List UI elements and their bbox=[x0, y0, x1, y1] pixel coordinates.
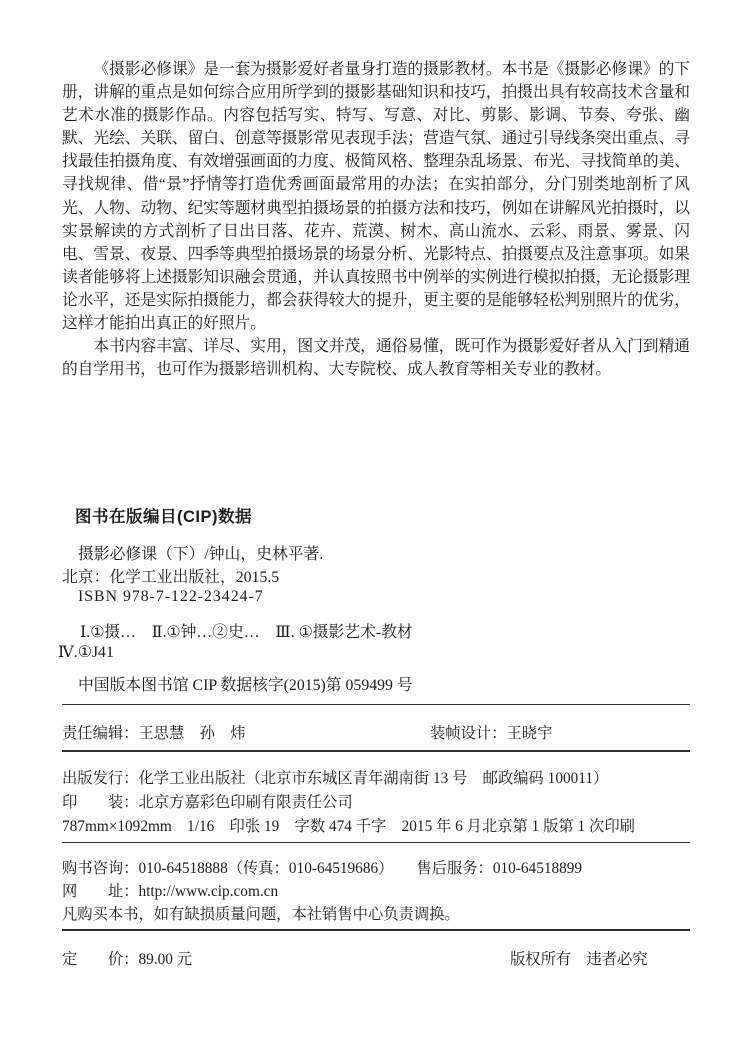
replacement-notice-line: 凡购买本书，如有缺损质量问题，本社销售中心负责调换。 bbox=[62, 906, 460, 923]
purchase-phone-line: 购书咨询：010-64518888（传真：010-64519686） 售后服务：010-64518899 bbox=[62, 860, 583, 877]
cip-registry-number-line: 中国版本图书馆 CIP 数据核字(2015)第 059499 号 bbox=[78, 677, 413, 694]
intro-paragraph-2: 本书内容丰富、详尽、实用，图文并茂，通俗易懂，既可作为摄影爱好者从入门到精通的自学用书，也可作为摄影培训机构、大专院校、成人教育等相关专业的教材。 bbox=[62, 338, 690, 379]
responsible-editor-line: 责任编辑：王思慧 孙 炜 bbox=[62, 725, 246, 742]
book-introduction bbox=[62, 58, 690, 381]
print-spec-line: 787mm×1092mm 1/16 印张 19 字数 474 千字 2015 年 6 月北京第 1 版第 1 次印刷 bbox=[62, 818, 635, 835]
intro-paragraph-1: 《摄影必修课》是一套为摄影爱好者量身打造的摄影教材。本书是《摄影必修课》的下册，讲解的重点是如何综合应用所学到的摄影基础知识和技巧，拍摄出具有较高技术含量和艺术水准的摄影作品。内容包括写实、特写、写意、对比、剪影、影调、节奏、夸张、幽默、光绘、关联、留白、创意等摄影常见表现手法；营造气氛、通过引导线条突出重点、寻找最佳拍摄角度、有效增强画面的力度、极简风格、整理杂乱场景、布光、寻找简单的美、寻找规律、借“景”抒情等打造优秀画面最常用的办法；在实拍部分，分门别类地剖析了风光、人物、动物、纪实等题材典型拍摄场景的拍摄方法和技巧，例如在讲解风光拍摄时，以实景解读的方式剖析了日出日落、花卉、荒漠、树木、高山流水、云彩、雨景、雾景、闪电、雪景、夜景、四季等典型拍摄场景的场景分析、光影特点、拍摄要点及注意事项。如果读者能够将上述摄影知识融会贯通，并认真按照书中例举的实例进行模拟拍摄，无论摄影理论水平，还是实际拍摄能力，都会获得较大的提升，更主要的是能够轻松判别照片的优劣，这样才能拍出真正的好照片。 bbox=[62, 61, 690, 333]
cip-publisher-line: 北京：化学工业出版社，2015.5 bbox=[62, 569, 280, 586]
divider-above-price bbox=[62, 929, 690, 931]
price-line: 定 价：89.00 元 bbox=[62, 951, 193, 968]
publisher-address-line: 出版发行：化学工业出版社（北京市东城区青年湖南街 13 号 邮政编码 100011） bbox=[62, 770, 609, 787]
copyright-notice: 版权所有 违者必究 bbox=[510, 951, 648, 968]
divider-above-credits bbox=[62, 704, 690, 705]
cip-classification-line-1: Ⅰ.①摄… Ⅱ.①钟…②史… Ⅲ. ①摄影艺术-教材 bbox=[80, 624, 413, 641]
printer-line: 印 装：北京方嘉彩色印刷有限责任公司 bbox=[62, 794, 353, 811]
cip-title-author-line: 摄影必修课（下）/钟山，史林平著. bbox=[78, 546, 324, 563]
binding-designer-line: 装帧设计：王晓宇 bbox=[430, 725, 553, 742]
divider-above-contact bbox=[62, 842, 690, 843]
website-line: 网 址：http://www.cip.com.cn bbox=[62, 883, 279, 900]
cip-classification-line-2: Ⅳ.①J41 bbox=[58, 644, 114, 661]
cip-data-heading: 图书在版编目(CIP)数据 bbox=[75, 508, 252, 526]
cip-isbn-line: ISBN 978-7-122-23424-7 bbox=[78, 588, 264, 605]
divider-below-credits bbox=[62, 750, 690, 752]
